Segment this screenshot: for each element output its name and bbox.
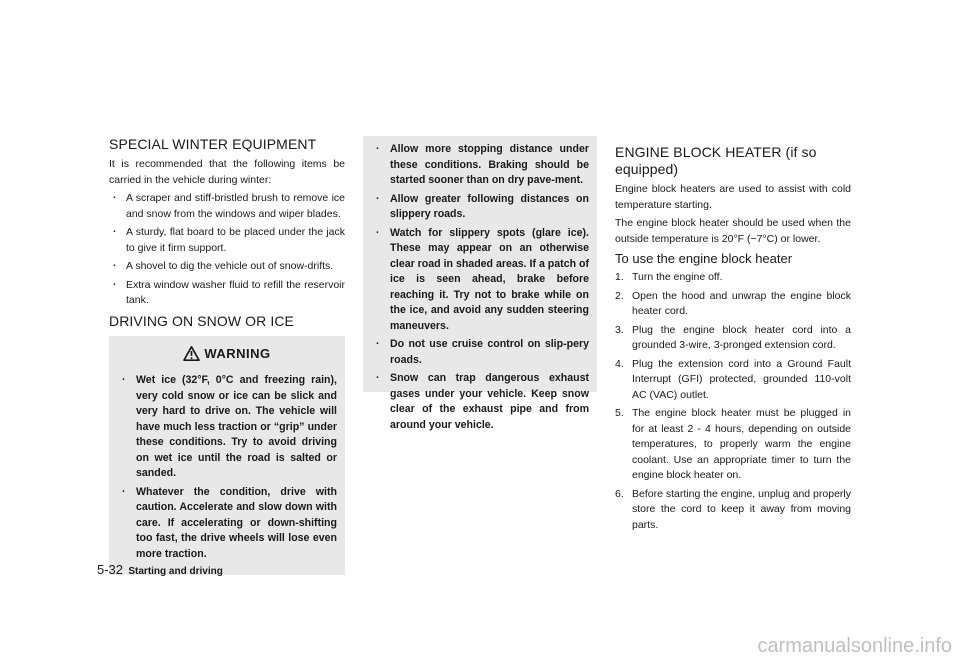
page-footer: [97, 563, 223, 579]
heading-driving-on-snow: DRIVING ON SNOW OR ICE: [109, 312, 294, 329]
column-middle: [363, 136, 597, 431]
step-number: 2.: [615, 289, 624, 302]
paragraph: The engine block heater should be used when the outside temperature is 20°F (−7°C) or lower.: [615, 217, 851, 245]
list-item: [615, 270, 851, 286]
steps-list: [615, 270, 851, 533]
section-title: Starting and driving: [128, 566, 223, 577]
warning-item: . Whatever the condition, drive with caution. Accelerate and slow down with care. If accelerating or down-shifting too fast, the drive wheels will lose even more traction.: [117, 485, 337, 563]
heading-special-winter-equipment: SPECIAL WINTER EQUIPMENT: [109, 136, 317, 152]
step-number: 6.: [615, 487, 624, 500]
list-item: [615, 323, 851, 354]
step-text: The engine block heater must be plugged in for at least 2 - 4 hours, depending on outside temperatures, to properly warm the engine coolant. Use an appropriate timer to turn the engine block heater on.: [632, 407, 851, 481]
list-item: . Extra window washer fluid to refill the reservoir tank.: [109, 278, 345, 309]
step-number: 5.: [615, 407, 624, 419]
list-item: . A sturdy, flat board to be placed under the jack to give it firm support.: [109, 225, 345, 256]
warning-title: WARNING: [204, 345, 271, 361]
watermark: carmanualsonline.info: [757, 635, 952, 657]
list-item: [615, 406, 851, 484]
warning-item: . Wet ice (32°F, 0°C and freezing rain), very cold snow or ice can be slick and very hard to drive on. The vehicle will have much less traction or “grip” under these conditions. Try to avoid driving on wet ice until the road is salted or sanded.: [117, 373, 337, 482]
warning-header: [117, 346, 337, 362]
step-number: 4.: [615, 357, 624, 370]
step-text: Turn the engine off.: [632, 271, 723, 283]
list-item: [615, 487, 851, 534]
warning-item: . Watch for slippery spots (glare ice). These may appear on an otherwise clear road in shaded areas. If a patch of ice is seen ahead, brake before reaching it. Try not to brake while on the ice, and avoid any sudden steering maneuvers.: [371, 226, 589, 335]
warning-list: [117, 373, 337, 562]
step-text: Before starting the engine, unplug and properly store the cord to keep it away from moving parts.: [632, 487, 851, 531]
step-number: 3.: [615, 323, 624, 336]
warning-item: . Snow can trap dangerous exhaust gases under your vehicle. Keep snow clear of the exhaust pipe and from around your vehicle.: [371, 371, 589, 433]
warning-box: [109, 336, 345, 576]
heading-engine-block-heater: ENGINE BLOCK HEATER (if so equipped): [615, 144, 817, 177]
subheading-use-heater: To use the engine block heater: [615, 251, 793, 266]
warning-item: . Allow greater following distances on slippery roads.: [371, 192, 589, 223]
step-text: Plug the engine block heater cord into a grounded 3-wire, 3-pronged extension cord.: [632, 323, 851, 351]
page-number: 5-32: [97, 562, 124, 577]
warning-item: . Do not use cruise control on slip-pery roads.: [371, 337, 589, 368]
step-text: Open the hood and unwrap the engine block heater cord.: [632, 289, 851, 317]
paragraph: Engine block heaters are used to assist with cold temperature starting.: [615, 183, 851, 211]
list-item: . A scraper and stiff-bristled brush to remove ice and snow from the windows and wiper blades.: [109, 191, 345, 222]
warning-box-continued: [363, 136, 597, 431]
step-number: 1.: [615, 271, 624, 283]
column-right: [615, 136, 851, 536]
warning-item: . Allow more stopping distance under these conditions. Braking should be started sooner than on dry pave-ment.: [371, 142, 589, 189]
warning-list: [371, 142, 589, 433]
warning-triangle-icon: [183, 346, 200, 361]
list-item: [615, 357, 851, 404]
list-item: [615, 289, 851, 320]
step-text: Plug the extension cord into a Ground Fault Interrupt (GFI) protected, grounded 110-volt AC (VAC) outlet.: [632, 357, 851, 401]
list-item: . A shovel to dig the vehicle out of snow-drifts.: [109, 259, 345, 275]
equipment-list: [109, 191, 345, 309]
column-left: [109, 136, 345, 575]
intro-paragraph: It is recommended that the following items be carried in the vehicle during winter:: [109, 158, 345, 186]
